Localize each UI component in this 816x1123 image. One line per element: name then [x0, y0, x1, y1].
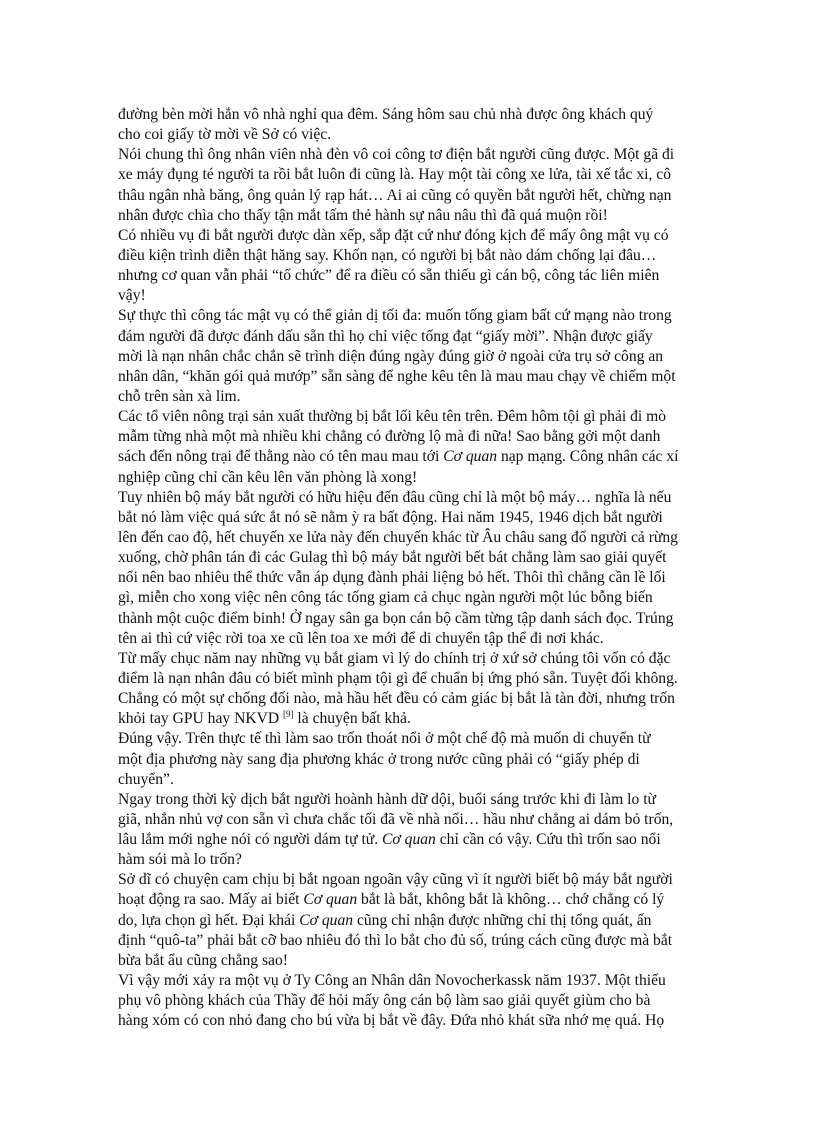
text-line [118, 226, 718, 246]
italic-term: Cơ quan [303, 891, 358, 909]
text-line [118, 125, 718, 145]
text-line [118, 468, 718, 488]
text-line [118, 790, 718, 810]
text-line [118, 286, 718, 306]
text-line [118, 407, 718, 427]
text-segment[interactable]: mẫm từng nhà một mà nhiều khi chẳng có đường lộ mà đi nữa! Sao bằng gởi một danh [118, 428, 661, 446]
text-segment[interactable]: điểm là nạn nhân đâu có biết mình phạm tội gì để chuẩn bị ứng phó sẵn. Tuyệt đối không. [118, 669, 678, 687]
text-segment[interactable]: chỉ cần có vậy. Cứu thì trốn sao nổi [435, 831, 661, 849]
text-line [118, 850, 718, 870]
text-line [118, 649, 718, 669]
text-segment[interactable]: Có nhiều vụ đi bắt người được dàn xếp, sắp đặt cứ như đóng kịch để mấy ông mật vụ có [118, 226, 669, 244]
text-segment[interactable]: gì, miễn cho xong việc nên công tác tống giam cả chục ngàn người một lúc bỗng biến [118, 589, 653, 607]
text-segment[interactable]: định “quô-ta” phải bắt cỡ bao nhiêu đó thì lo bắt cho đủ số, trúng cách cũng được mà bắt [118, 931, 673, 949]
text-segment[interactable]: chuyển”. [118, 770, 174, 788]
text-line [118, 770, 718, 790]
text-segment[interactable]: hoạt động ra sao. Mấy ai biết [118, 891, 304, 909]
text-line [118, 991, 718, 1011]
text-segment[interactable]: nghiệp cũng chỉ cần kêu lên văn phòng là xong! [118, 468, 418, 486]
text-segment[interactable]: nhân dân, “khăn gói quả mướp” sẵn sàng để nghe kêu tên là mau mau chạy về chiếm một [118, 367, 676, 385]
document-body [118, 105, 718, 1031]
text-segment[interactable]: mời là nạn nhân chắc chắn sẽ trình diện đúng ngày đúng giờ ở ngoài cửa trụ sở công an [118, 347, 664, 365]
text-line [118, 689, 718, 709]
text-segment[interactable]: cho coi giấy tờ mời về Sở có việc. [118, 126, 332, 144]
text-segment[interactable]: giã, nhắn nhủ vợ con sẵn vì chưa chắc tối đã về nhà nổi… hầu như chẳng ai dám bỏ trốn, [118, 810, 674, 828]
text-line [118, 669, 718, 689]
text-segment[interactable]: nhân được chìa cho thấy tận mắt tấm thẻ hành sự nâu nâu thì đã quá muộn rồi! [118, 206, 608, 224]
text-line [118, 548, 718, 568]
text-segment[interactable]: nổi nên bao nhiêu thể thức vẫn áp dụng đành phải liệng bỏ hết. Thôi thì chẳng cần lề lối [118, 569, 666, 587]
text-line [118, 528, 718, 548]
text-segment[interactable]: chỗ trên sàn xà lim. [118, 387, 241, 405]
text-line [118, 629, 718, 649]
text-segment[interactable]: là chuyện bất khả. [293, 710, 411, 728]
text-line [118, 971, 718, 991]
text-segment[interactable]: hàm sói mà lo trốn? [118, 851, 242, 869]
text-segment[interactable]: do, lựa chọn gì hết. Đại khái [118, 911, 300, 929]
text-segment[interactable]: thành một cuộc điểm binh! Ở ngay sân ga bọn cán bộ cầm từng tập danh sách đọc. Trúng [118, 609, 674, 627]
text-segment[interactable]: nạp mạng. Công nhân các xí [497, 448, 679, 466]
text-segment[interactable]: xe máy đụng té người ta rồi bắt luôn đi cũng là. Hay một tài công xe lửa, tài xế tắc xi, cô [118, 166, 672, 184]
text-segment[interactable]: Sự thực thì công tác mật vụ có thể giản dị tối đa: muốn tống giam bất cứ mạng nào trong [118, 307, 672, 325]
italic-term: Cơ quan [299, 911, 354, 929]
text-segment[interactable]: tên ai thì cứ việc rời toa xe cũ lên toa xe mới để di chuyển tập thể đi nơi khác. [118, 629, 604, 647]
text-segment[interactable]: Ngay trong thời kỳ dịch bắt người hoành hành dữ dội, buổi sáng trước khi đi làm lo từ [118, 790, 656, 808]
text-segment[interactable]: Vì vậy mới xảy ra một vụ ở Ty Công an Nhân dân Novocherkassk năm 1937. Một thiếu [118, 972, 666, 990]
text-segment[interactable]: vậy! [118, 287, 146, 305]
text-segment[interactable]: Sở dĩ có chuyện cam chịu bị bắt ngoan ngoãn vậy cũng vì ít người biết bộ máy bắt người [118, 871, 673, 889]
text-line [118, 750, 718, 770]
italic-term: Cơ quan [382, 831, 436, 849]
text-line [118, 327, 718, 347]
text-line [118, 145, 718, 165]
text-line [118, 609, 718, 629]
text-segment[interactable]: một địa phương này sang địa phương khác ở trong nước cũng phải có “giấy phép di [118, 750, 640, 768]
text-line [118, 729, 718, 749]
text-line [118, 1011, 718, 1031]
italic-term: Cơ quan [443, 448, 498, 466]
text-line [118, 709, 718, 729]
text-segment[interactable]: hàng xóm có con nhỏ đang cho bú vừa bị bắt về đây. Đứa nhỏ khát sữa nhớ mẹ quá. Họ [118, 1012, 665, 1030]
text-line [118, 105, 718, 125]
text-line [118, 810, 718, 830]
text-segment[interactable]: khỏi tay GPU hay NKVD [118, 710, 284, 728]
text-segment[interactable]: Chẳng có một sự chống đối nào, mà hầu hết đều có cảm giác bị bắt là tàn đời, nhưng trốn [118, 690, 675, 708]
text-line [118, 266, 718, 286]
text-line [118, 568, 718, 588]
text-segment[interactable]: lên đến cao độ, hết chuyến xe lửa này đến chuyến khác từ Âu châu sang đổ người cả rừng [118, 528, 678, 546]
text-segment[interactable]: bắt là bắt, không bắt là không… chớ chẳng có lý [357, 891, 665, 909]
text-segment[interactable]: nhưng cơ quan vẫn phải “tổ chức” để ra điều có sẵn thiếu gì cán bộ, công tác liên miên [118, 267, 660, 285]
text-line [118, 206, 718, 226]
text-line [118, 347, 718, 367]
text-segment[interactable]: phụ vô phòng khách của Thầy để hỏi mấy ông cán bộ làm sao giải quyết giùm cho bà [118, 992, 651, 1010]
text-line [118, 951, 718, 971]
text-segment[interactable]: điều kiện trình diễn thật hăng say. Khốn nạn, có người bị bắt nào dám chống lại đâu… [118, 246, 657, 264]
text-line [118, 870, 718, 890]
text-segment[interactable]: bừa bắt ẩu cũng chẳng sao! [118, 951, 288, 969]
text-line [118, 427, 718, 447]
footnote-reference[interactable]: [9] [283, 709, 294, 720]
text-segment[interactable]: thâu ngân nhà băng, ông quản lý rạp hát… Ai ai cũng có quyền bắt người hết, chừng nạn [118, 186, 672, 204]
text-segment[interactable]: cũng chỉ nhận được những chỉ thị tổng quát, ấn [353, 911, 652, 929]
text-line [118, 165, 718, 185]
text-line [118, 488, 718, 508]
text-segment[interactable]: Nói chung thì ông nhân viên nhà đèn vô coi công tơ điện bắt người cũng được. Một gã đi [118, 146, 675, 164]
text-segment[interactable]: Đúng vậy. Trên thực tế thì làm sao trốn thoát nổi ở một chế độ mà muốn di chuyển từ [118, 730, 651, 748]
text-segment[interactable]: đám người đã được đánh dấu sẵn thì họ chỉ việc tống đạt “giấy mời”. Nhận được giấy [118, 327, 653, 345]
text-line [118, 447, 718, 467]
text-line [118, 186, 718, 206]
text-line [118, 911, 718, 931]
text-segment[interactable]: sách đến nông trại để thằng nào có tên mau mau tới [118, 448, 444, 466]
text-segment[interactable]: Các tổ viên nông trại sản xuất thường bị bắt lối kêu tên trên. Đêm hôm tội gì phải đi mò [118, 408, 667, 426]
text-line [118, 306, 718, 326]
text-line [118, 387, 718, 407]
text-segment[interactable]: đường bèn mời hắn vô nhà nghỉ qua đêm. Sáng hôm sau chủ nhà được ông khách quý [118, 106, 654, 123]
text-line [118, 246, 718, 266]
text-line [118, 588, 718, 608]
text-segment[interactable]: Tuy nhiên bộ máy bắt người có hữu hiệu đến đâu cũng chỉ là một bộ máy… nghĩa là nếu [118, 488, 672, 506]
text-line [118, 830, 718, 850]
text-segment[interactable]: xuống, chờ phân tán đi các Gulag thì bộ máy bắt người bết bát chẳng làm sao giải quyết [118, 549, 667, 567]
text-segment[interactable]: bắt nó làm việc quá sức ắt nó sẽ nằm ỳ ra bất động. Hai năm 1945, 1946 dịch bắt người [118, 508, 663, 526]
text-line [118, 931, 718, 951]
text-line [118, 508, 718, 528]
text-line [118, 890, 718, 910]
text-line [118, 367, 718, 387]
text-segment[interactable]: Từ mấy chục năm nay những vụ bắt giam vì lý do chính trị ở xứ sở chúng tôi vốn có đặc [118, 649, 671, 667]
text-segment[interactable]: lâu lắm mới nghe nói có người dám tự tử. [118, 831, 383, 849]
